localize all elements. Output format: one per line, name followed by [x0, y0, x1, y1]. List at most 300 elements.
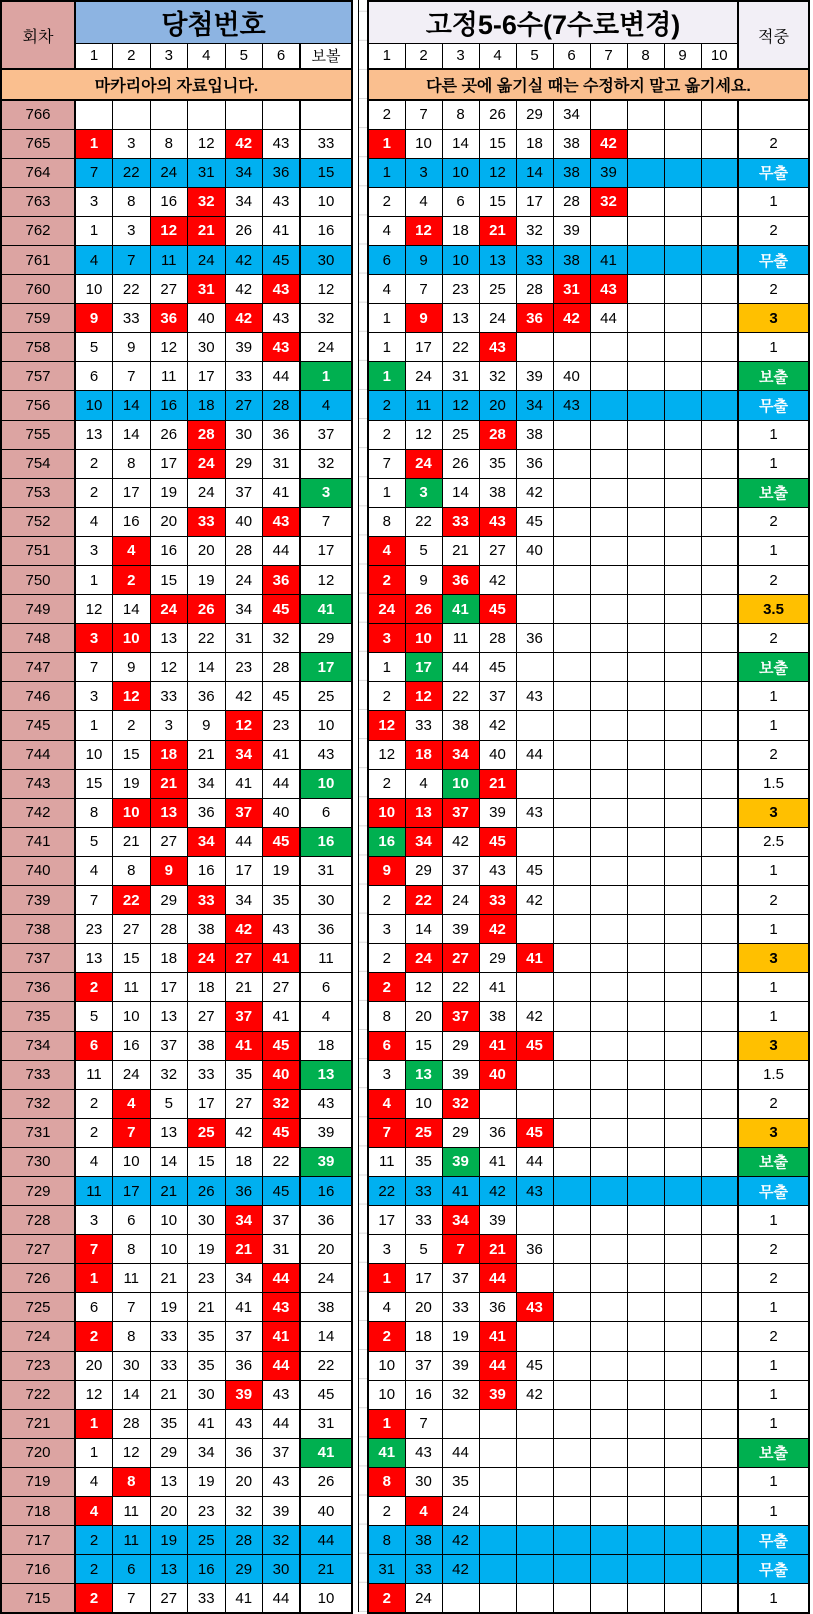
- win-cell[interactable]: 41: [225, 1031, 263, 1060]
- fixed-cell[interactable]: [627, 1380, 664, 1409]
- left-col-header[interactable]: 4: [188, 43, 226, 69]
- win-cell[interactable]: 27: [225, 391, 263, 420]
- win-cell[interactable]: 30: [300, 245, 352, 274]
- win-cell[interactable]: 19: [150, 1526, 188, 1555]
- fixed-cell[interactable]: [664, 1467, 701, 1496]
- fixed-cell[interactable]: [701, 1206, 738, 1235]
- round-cell[interactable]: 765: [1, 129, 75, 158]
- fixed-cell[interactable]: [479, 1555, 516, 1584]
- fixed-cell[interactable]: [664, 507, 701, 536]
- win-cell[interactable]: 22: [113, 886, 151, 915]
- win-cell[interactable]: 41: [263, 1322, 301, 1351]
- round-cell[interactable]: 737: [1, 944, 75, 973]
- fixed-cell[interactable]: [553, 1526, 590, 1555]
- fixed-cell[interactable]: [627, 1526, 664, 1555]
- hit-cell[interactable]: 2.5: [738, 827, 809, 856]
- fixed-cell[interactable]: [553, 449, 590, 478]
- round-cell[interactable]: 744: [1, 740, 75, 769]
- fixed-cell[interactable]: 39: [442, 1147, 479, 1176]
- win-cell[interactable]: 35: [188, 1351, 226, 1380]
- fixed-cell[interactable]: [701, 1176, 738, 1205]
- round-cell[interactable]: 727: [1, 1235, 75, 1264]
- fixed-cell[interactable]: [553, 711, 590, 740]
- fixed-cell[interactable]: 41: [442, 595, 479, 624]
- fixed-cell[interactable]: [701, 1118, 738, 1147]
- fixed-cell[interactable]: [590, 798, 627, 827]
- fixed-cell[interactable]: [664, 1526, 701, 1555]
- win-cell[interactable]: 33: [113, 304, 151, 333]
- fixed-cell[interactable]: 43: [516, 1176, 553, 1205]
- fixed-cell[interactable]: [516, 653, 553, 682]
- win-cell[interactable]: 14: [150, 1147, 188, 1176]
- right-col-header[interactable]: 10: [701, 43, 738, 69]
- fixed-cell[interactable]: 42: [479, 566, 516, 595]
- fixed-cell[interactable]: [701, 391, 738, 420]
- fixed-cell[interactable]: 29: [479, 944, 516, 973]
- win-cell[interactable]: 44: [263, 769, 301, 798]
- round-cell[interactable]: 717: [1, 1526, 75, 1555]
- win-cell[interactable]: 11: [113, 1526, 151, 1555]
- win-cell[interactable]: 44: [263, 362, 301, 391]
- fixed-cell[interactable]: [627, 653, 664, 682]
- win-cell[interactable]: 4: [75, 1497, 113, 1526]
- fixed-cell[interactable]: 33: [405, 1176, 442, 1205]
- fixed-cell[interactable]: 4: [368, 216, 405, 245]
- fixed-cell[interactable]: 33: [405, 1206, 442, 1235]
- fixed-cell[interactable]: [553, 1322, 590, 1351]
- win-cell[interactable]: 40: [300, 1497, 352, 1526]
- fixed-cell[interactable]: [627, 245, 664, 274]
- round-column-header[interactable]: 회차: [1, 1, 75, 69]
- win-cell[interactable]: 17: [150, 449, 188, 478]
- win-cell[interactable]: 6: [300, 798, 352, 827]
- fixed-cell[interactable]: 2: [368, 886, 405, 915]
- fixed-cell[interactable]: 2: [368, 1322, 405, 1351]
- fixed-cell[interactable]: [479, 1409, 516, 1438]
- fixed-cell[interactable]: [627, 886, 664, 915]
- fixed-cell[interactable]: 3: [405, 158, 442, 187]
- fixed-cell[interactable]: 4: [368, 1293, 405, 1322]
- fixed-cell[interactable]: 8: [368, 1467, 405, 1496]
- fixed-cell[interactable]: [590, 1497, 627, 1526]
- hit-cell[interactable]: 무출: [738, 1555, 809, 1584]
- fixed-cell[interactable]: [627, 187, 664, 216]
- win-cell[interactable]: 12: [113, 1438, 151, 1467]
- fixed-cell[interactable]: [627, 827, 664, 856]
- win-cell[interactable]: 25: [188, 1118, 226, 1147]
- win-cell[interactable]: 26: [150, 420, 188, 449]
- fixed-cell[interactable]: [627, 740, 664, 769]
- win-cell[interactable]: 18: [188, 973, 226, 1002]
- win-cell[interactable]: 7: [300, 507, 352, 536]
- fixed-cell[interactable]: [590, 856, 627, 885]
- fixed-cell[interactable]: [701, 187, 738, 216]
- win-cell[interactable]: 27: [113, 915, 151, 944]
- win-cell[interactable]: 7: [113, 245, 151, 274]
- fixed-cell[interactable]: [590, 624, 627, 653]
- win-cell[interactable]: 8: [113, 856, 151, 885]
- win-cell[interactable]: 32: [300, 449, 352, 478]
- right-col-header[interactable]: 6: [553, 43, 590, 69]
- fixed-cell[interactable]: [627, 507, 664, 536]
- fixed-cell[interactable]: 21: [442, 536, 479, 565]
- left-col-header[interactable]: 1: [75, 43, 113, 69]
- round-cell[interactable]: 742: [1, 798, 75, 827]
- win-cell[interactable]: 16: [300, 216, 352, 245]
- hit-cell[interactable]: 1: [738, 915, 809, 944]
- fixed-cell[interactable]: 1: [368, 129, 405, 158]
- win-cell[interactable]: 40: [225, 507, 263, 536]
- hit-cell[interactable]: [738, 100, 809, 129]
- win-cell[interactable]: 36: [263, 566, 301, 595]
- hit-cell[interactable]: 1.5: [738, 1060, 809, 1089]
- fixed-cell[interactable]: [627, 1293, 664, 1322]
- fixed-cell[interactable]: 2: [368, 1584, 405, 1613]
- hit-cell[interactable]: 무출: [738, 1176, 809, 1205]
- round-cell[interactable]: 747: [1, 653, 75, 682]
- fixed-cell[interactable]: [701, 1584, 738, 1613]
- fixed-cell[interactable]: [627, 1118, 664, 1147]
- win-cell[interactable]: 31: [225, 624, 263, 653]
- fixed-cell[interactable]: 43: [479, 333, 516, 362]
- fixed-cell[interactable]: 38: [479, 1002, 516, 1031]
- win-cell[interactable]: 45: [263, 1031, 301, 1060]
- fixed-cell[interactable]: [590, 1293, 627, 1322]
- win-cell[interactable]: 23: [263, 711, 301, 740]
- win-cell[interactable]: 20: [225, 1467, 263, 1496]
- fixed-cell[interactable]: 22: [442, 333, 479, 362]
- win-cell[interactable]: 26: [300, 1467, 352, 1496]
- hit-cell[interactable]: 1: [738, 973, 809, 1002]
- hit-cell[interactable]: 2: [738, 886, 809, 915]
- fixed-cell[interactable]: 39: [553, 216, 590, 245]
- win-cell[interactable]: 1: [75, 711, 113, 740]
- hit-cell[interactable]: 2: [738, 566, 809, 595]
- win-cell[interactable]: 22: [113, 158, 151, 187]
- win-cell[interactable]: 40: [263, 798, 301, 827]
- win-cell[interactable]: 2: [75, 1555, 113, 1584]
- fixed-cell[interactable]: 36: [442, 566, 479, 595]
- fixed-cell[interactable]: [553, 1584, 590, 1613]
- win-cell[interactable]: 43: [300, 1089, 352, 1118]
- fixed-cell[interactable]: [627, 798, 664, 827]
- hit-cell[interactable]: 1: [738, 856, 809, 885]
- win-cell[interactable]: 18: [300, 1031, 352, 1060]
- fixed-cell[interactable]: [627, 362, 664, 391]
- win-cell[interactable]: 39: [263, 1497, 301, 1526]
- round-cell[interactable]: 715: [1, 1584, 75, 1613]
- fixed-cell[interactable]: [701, 1380, 738, 1409]
- win-cell[interactable]: [150, 100, 188, 129]
- win-cell[interactable]: 4: [300, 391, 352, 420]
- win-cell[interactable]: 44: [263, 1264, 301, 1293]
- win-cell[interactable]: 41: [263, 944, 301, 973]
- fixed-cell[interactable]: [590, 1409, 627, 1438]
- round-cell[interactable]: 766: [1, 100, 75, 129]
- fixed-cell[interactable]: [442, 1409, 479, 1438]
- win-cell[interactable]: 8: [113, 1467, 151, 1496]
- fixed-cell[interactable]: [590, 740, 627, 769]
- fixed-cell[interactable]: 44: [442, 653, 479, 682]
- win-cell[interactable]: 40: [263, 1060, 301, 1089]
- fixed-cell[interactable]: 42: [516, 886, 553, 915]
- hit-cell[interactable]: 보출: [738, 653, 809, 682]
- win-cell[interactable]: 38: [188, 915, 226, 944]
- fixed-cell[interactable]: 30: [405, 1467, 442, 1496]
- hit-cell[interactable]: 2: [738, 1264, 809, 1293]
- fixed-cell[interactable]: 39: [479, 1380, 516, 1409]
- win-cell[interactable]: 41: [300, 595, 352, 624]
- win-cell[interactable]: 9: [113, 333, 151, 362]
- fixed-cell[interactable]: 41: [590, 245, 627, 274]
- fixed-cell[interactable]: [590, 1555, 627, 1584]
- fixed-cell[interactable]: 18: [442, 216, 479, 245]
- fixed-cell[interactable]: [664, 856, 701, 885]
- round-cell[interactable]: 736: [1, 973, 75, 1002]
- win-cell[interactable]: 5: [75, 827, 113, 856]
- fixed-cell[interactable]: [553, 1031, 590, 1060]
- win-cell[interactable]: 34: [225, 595, 263, 624]
- win-cell[interactable]: 22: [113, 275, 151, 304]
- fixed-cell[interactable]: 39: [442, 1351, 479, 1380]
- fixed-cell[interactable]: [516, 595, 553, 624]
- left-notice[interactable]: 마카리아의 자료입니다.: [1, 69, 352, 100]
- fixed-cell[interactable]: 3: [368, 915, 405, 944]
- fixed-cell[interactable]: 42: [442, 827, 479, 856]
- fixed-cell[interactable]: [590, 1438, 627, 1467]
- win-cell[interactable]: [300, 100, 352, 129]
- fixed-cell[interactable]: [590, 391, 627, 420]
- win-cell[interactable]: [188, 100, 226, 129]
- win-cell[interactable]: 34: [225, 158, 263, 187]
- fixed-cell[interactable]: 22: [405, 886, 442, 915]
- fixed-cell[interactable]: [627, 1409, 664, 1438]
- fixed-cell[interactable]: [664, 478, 701, 507]
- fixed-cell[interactable]: 37: [442, 798, 479, 827]
- win-cell[interactable]: 41: [225, 1293, 263, 1322]
- fixed-cell[interactable]: [553, 507, 590, 536]
- fixed-cell[interactable]: [516, 769, 553, 798]
- round-cell[interactable]: 755: [1, 420, 75, 449]
- fixed-cell[interactable]: 28: [479, 624, 516, 653]
- win-cell[interactable]: 13: [75, 944, 113, 973]
- win-cell[interactable]: 39: [225, 333, 263, 362]
- left-col-header[interactable]: 5: [225, 43, 263, 69]
- fixed-cell[interactable]: [553, 1176, 590, 1205]
- win-cell[interactable]: 42: [225, 915, 263, 944]
- win-cell[interactable]: 17: [300, 536, 352, 565]
- fixed-cell[interactable]: [701, 740, 738, 769]
- fixed-cell[interactable]: 13: [479, 245, 516, 274]
- win-cell[interactable]: 30: [225, 420, 263, 449]
- fixed-cell[interactable]: 7: [368, 1118, 405, 1147]
- fixed-cell[interactable]: 28: [479, 420, 516, 449]
- round-cell[interactable]: 734: [1, 1031, 75, 1060]
- fixed-cell[interactable]: 45: [479, 595, 516, 624]
- win-cell[interactable]: 27: [263, 973, 301, 1002]
- fixed-cell[interactable]: 34: [405, 827, 442, 856]
- fixed-cell[interactable]: 11: [368, 1147, 405, 1176]
- win-cell[interactable]: [113, 100, 151, 129]
- fixed-cell[interactable]: [553, 566, 590, 595]
- fixed-cell[interactable]: [516, 1526, 553, 1555]
- fixed-cell[interactable]: [553, 624, 590, 653]
- fixed-cell[interactable]: 42: [442, 1526, 479, 1555]
- fixed-cell[interactable]: [627, 915, 664, 944]
- round-cell[interactable]: 726: [1, 1264, 75, 1293]
- fixed-cell[interactable]: [590, 536, 627, 565]
- fixed-cell[interactable]: 33: [442, 507, 479, 536]
- fixed-cell[interactable]: [627, 129, 664, 158]
- win-cell[interactable]: 13: [150, 624, 188, 653]
- fixed-cell[interactable]: 38: [553, 245, 590, 274]
- fixed-cell[interactable]: 45: [479, 653, 516, 682]
- fixed-cell[interactable]: 41: [479, 1031, 516, 1060]
- fixed-cell[interactable]: 20: [479, 391, 516, 420]
- fixed-cell[interactable]: [627, 536, 664, 565]
- fixed-cell[interactable]: 36: [516, 449, 553, 478]
- round-cell[interactable]: 756: [1, 391, 75, 420]
- win-cell[interactable]: 43: [263, 1467, 301, 1496]
- fixed-cell[interactable]: 24: [479, 304, 516, 333]
- fixed-cell[interactable]: 44: [479, 1351, 516, 1380]
- win-cell[interactable]: 14: [113, 1380, 151, 1409]
- fixed-cell[interactable]: 41: [368, 1438, 405, 1467]
- fixed-cell[interactable]: [553, 595, 590, 624]
- win-cell[interactable]: 18: [225, 1147, 263, 1176]
- win-cell[interactable]: 12: [188, 129, 226, 158]
- fixed-cell[interactable]: 2: [368, 420, 405, 449]
- round-cell[interactable]: 754: [1, 449, 75, 478]
- fixed-cell[interactable]: 4: [405, 769, 442, 798]
- fixed-cell[interactable]: [590, 1467, 627, 1496]
- fixed-cell[interactable]: 42: [553, 304, 590, 333]
- win-cell[interactable]: 2: [75, 973, 113, 1002]
- win-cell[interactable]: 32: [300, 304, 352, 333]
- hit-cell[interactable]: 3: [738, 1031, 809, 1060]
- fixed-cell[interactable]: [664, 333, 701, 362]
- fixed-cell[interactable]: [553, 1438, 590, 1467]
- round-cell[interactable]: 735: [1, 1002, 75, 1031]
- fixed-cell[interactable]: 37: [442, 856, 479, 885]
- win-cell[interactable]: 7: [113, 1118, 151, 1147]
- win-cell[interactable]: 33: [150, 1351, 188, 1380]
- hit-cell[interactable]: 무출: [738, 1526, 809, 1555]
- fixed-cell[interactable]: 45: [516, 1351, 553, 1380]
- win-cell[interactable]: 24: [150, 158, 188, 187]
- win-cell[interactable]: 35: [188, 1322, 226, 1351]
- fixed-cell[interactable]: 36: [479, 1118, 516, 1147]
- fixed-cell[interactable]: 42: [516, 1380, 553, 1409]
- fixed-cell[interactable]: [627, 1497, 664, 1526]
- fixed-cell[interactable]: [664, 595, 701, 624]
- win-cell[interactable]: 29: [150, 886, 188, 915]
- win-cell[interactable]: 36: [300, 915, 352, 944]
- win-cell[interactable]: 43: [263, 304, 301, 333]
- win-cell[interactable]: 45: [263, 827, 301, 856]
- win-cell[interactable]: 36: [188, 682, 226, 711]
- hit-cell[interactable]: 2: [738, 740, 809, 769]
- fixed-cell[interactable]: [664, 420, 701, 449]
- win-cell[interactable]: 43: [263, 187, 301, 216]
- fixed-cell[interactable]: 25: [405, 1118, 442, 1147]
- round-cell[interactable]: 749: [1, 595, 75, 624]
- win-cell[interactable]: 43: [300, 740, 352, 769]
- right-col-header[interactable]: 4: [479, 43, 516, 69]
- win-cell[interactable]: 3: [75, 187, 113, 216]
- win-cell[interactable]: 5: [150, 1089, 188, 1118]
- fixed-cell[interactable]: 22: [405, 507, 442, 536]
- fixed-cell[interactable]: 14: [442, 129, 479, 158]
- fixed-cell[interactable]: 10: [442, 769, 479, 798]
- win-cell[interactable]: 43: [263, 275, 301, 304]
- win-cell[interactable]: 41: [225, 769, 263, 798]
- win-cell[interactable]: 18: [188, 391, 226, 420]
- win-cell[interactable]: 9: [188, 711, 226, 740]
- win-cell[interactable]: 43: [263, 1380, 301, 1409]
- win-cell[interactable]: 21: [300, 1555, 352, 1584]
- win-cell[interactable]: 17: [113, 1176, 151, 1205]
- fixed-cell[interactable]: [664, 1235, 701, 1264]
- fixed-cell[interactable]: [590, 566, 627, 595]
- fixed-cell[interactable]: [516, 1438, 553, 1467]
- hit-cell[interactable]: 1: [738, 1497, 809, 1526]
- win-cell[interactable]: 43: [263, 1293, 301, 1322]
- fixed-cell[interactable]: [664, 740, 701, 769]
- fixed-cell[interactable]: 8: [368, 1002, 405, 1031]
- fixed-cell[interactable]: 34: [553, 100, 590, 129]
- round-cell[interactable]: 721: [1, 1409, 75, 1438]
- win-cell[interactable]: 27: [188, 1002, 226, 1031]
- win-cell[interactable]: 11: [150, 362, 188, 391]
- win-cell[interactable]: 23: [188, 1497, 226, 1526]
- round-cell[interactable]: 751: [1, 536, 75, 565]
- win-cell[interactable]: 41: [263, 1002, 301, 1031]
- fixed-cell[interactable]: [701, 1089, 738, 1118]
- win-cell[interactable]: 38: [300, 1293, 352, 1322]
- win-cell[interactable]: 26: [188, 1176, 226, 1205]
- win-cell[interactable]: 10: [113, 1002, 151, 1031]
- win-cell[interactable]: 4: [300, 1002, 352, 1031]
- fixed-cell[interactable]: 45: [516, 856, 553, 885]
- fixed-cell[interactable]: [627, 566, 664, 595]
- round-cell[interactable]: 752: [1, 507, 75, 536]
- fixed-cell[interactable]: 13: [405, 798, 442, 827]
- fixed-cell[interactable]: 1: [368, 333, 405, 362]
- win-cell[interactable]: 6: [75, 1031, 113, 1060]
- fixed-cell[interactable]: [590, 1060, 627, 1089]
- fixed-cell[interactable]: [701, 362, 738, 391]
- fixed-cell[interactable]: [701, 769, 738, 798]
- win-cell[interactable]: 23: [188, 1264, 226, 1293]
- fixed-cell[interactable]: [516, 1584, 553, 1613]
- hit-cell[interactable]: 2: [738, 1235, 809, 1264]
- win-cell[interactable]: 30: [188, 1206, 226, 1235]
- win-cell[interactable]: 15: [300, 158, 352, 187]
- fixed-cell[interactable]: 13: [442, 304, 479, 333]
- round-cell[interactable]: 761: [1, 245, 75, 274]
- win-cell[interactable]: 36: [263, 420, 301, 449]
- fixed-cell[interactable]: [553, 333, 590, 362]
- win-cell[interactable]: 37: [263, 1206, 301, 1235]
- win-cell[interactable]: 22: [188, 624, 226, 653]
- fixed-cell[interactable]: [590, 886, 627, 915]
- win-cell[interactable]: 21: [150, 769, 188, 798]
- win-cell[interactable]: 17: [188, 1089, 226, 1118]
- fixed-cell[interactable]: 3: [368, 1060, 405, 1089]
- fixed-cell[interactable]: [590, 1147, 627, 1176]
- hit-cell[interactable]: 2: [738, 507, 809, 536]
